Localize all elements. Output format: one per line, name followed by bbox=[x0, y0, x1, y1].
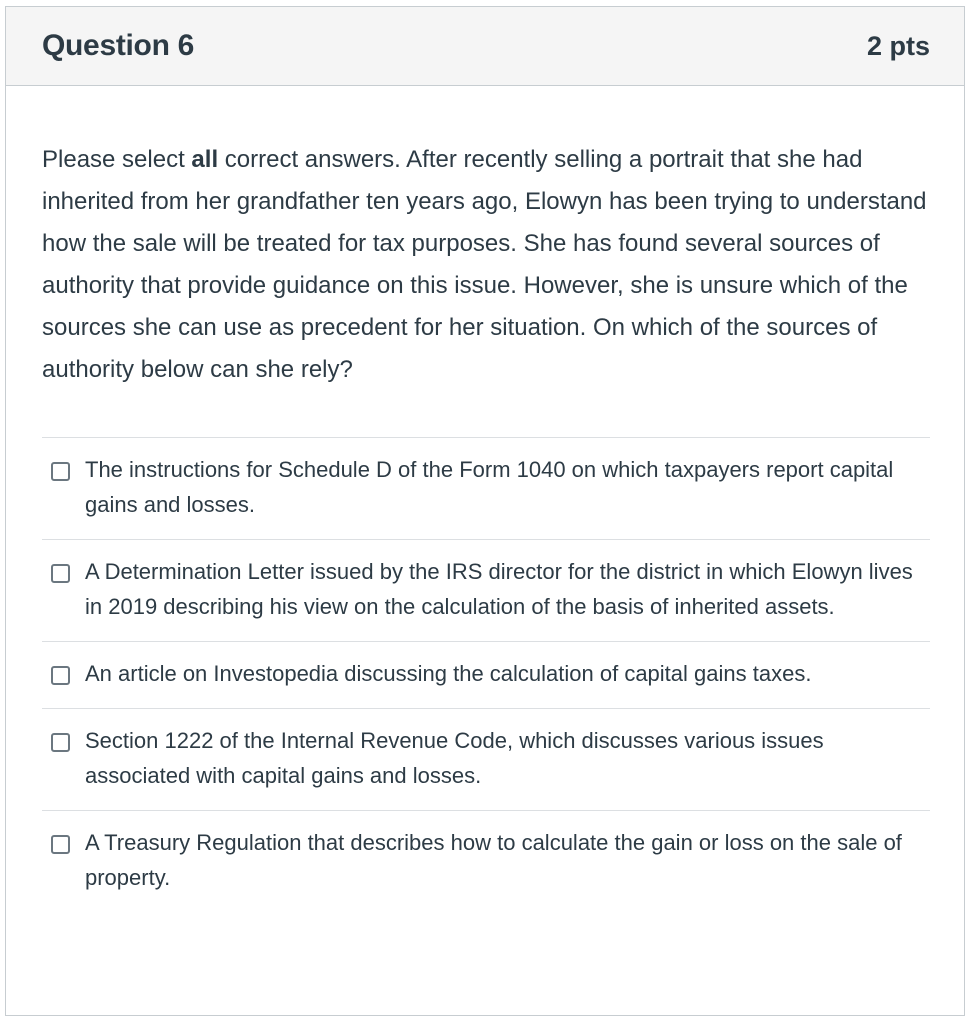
prompt-lead: Please select bbox=[42, 146, 192, 173]
answer-option-5[interactable] bbox=[42, 810, 930, 912]
checkbox-icon[interactable] bbox=[51, 666, 70, 685]
checkbox-icon[interactable] bbox=[51, 835, 70, 854]
question-card bbox=[5, 6, 965, 1016]
answer-list bbox=[42, 437, 930, 912]
answer-label: A Determination Letter issued by the IRS director for the district in which Elowyn lives in 2019 describing his view on the calculation of the basis of inherited assets. bbox=[85, 559, 913, 619]
answer-label: A Treasury Regulation that describes how to calculate the gain or loss on the sale of property. bbox=[85, 830, 902, 890]
question-title: Question 6 bbox=[42, 29, 195, 62]
answer-label: Section 1222 of the Internal Revenue Code, which discusses various issues associated with capital gains and losses. bbox=[85, 728, 824, 788]
answer-option-1[interactable] bbox=[42, 437, 930, 539]
checkbox-icon[interactable] bbox=[51, 733, 70, 752]
answer-label: An article on Investopedia discussing the calculation of capital gains taxes. bbox=[85, 661, 812, 686]
question-header bbox=[6, 7, 964, 86]
question-points: 2 pts bbox=[866, 30, 930, 61]
question-prompt bbox=[42, 86, 930, 391]
question-body bbox=[6, 86, 964, 912]
prompt-rest: correct answers. After recently selling a portrait that she had inherited from her grandfather ten years ago, Elowyn has been trying to understand how the sale will be treated for tax purposes. She has found several sources of authority that provide guidance on this issue. However, she is unsure which of the sources she can use as precedent for her situation. On which of the sources of authority below can she rely? bbox=[42, 146, 927, 383]
checkbox-icon[interactable] bbox=[51, 462, 70, 481]
answer-label: The instructions for Schedule D of the Form 1040 on which taxpayers report capital gains and losses. bbox=[85, 457, 894, 517]
answer-option-4[interactable] bbox=[42, 708, 930, 810]
answer-option-2[interactable] bbox=[42, 539, 930, 641]
answer-option-3[interactable] bbox=[42, 641, 930, 708]
checkbox-icon[interactable] bbox=[51, 564, 70, 583]
prompt-emphasis: all bbox=[191, 146, 219, 173]
